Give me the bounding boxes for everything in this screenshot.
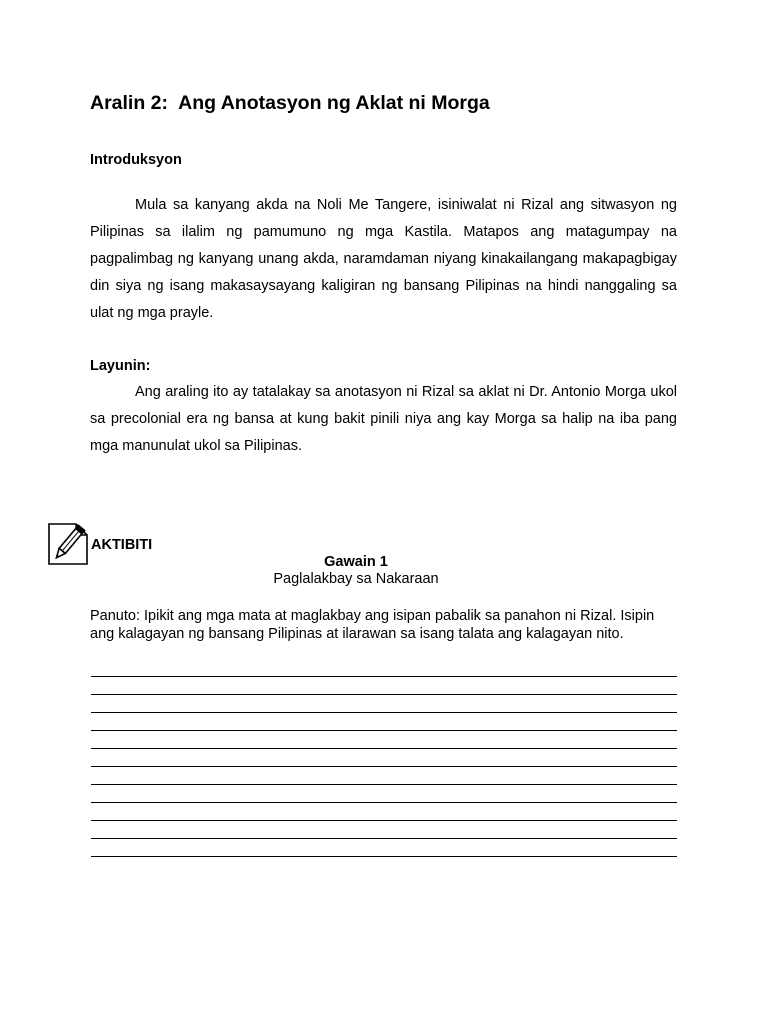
task-title: Gawain 1 — [324, 554, 388, 570]
answer-line[interactable] — [91, 803, 677, 821]
introduction-heading: Introduksyon — [90, 152, 182, 168]
lesson-title: Aralin 2: Ang Anotasyon ng Aklat ni Morga — [90, 92, 490, 114]
answer-line[interactable] — [91, 785, 677, 803]
answer-line[interactable] — [91, 839, 677, 857]
task-instructions: Panuto: Ipikit ang mga mata at maglakbay ang isipan pabalik sa panahon ni Rizal. Isipin ang kalagayan ng bansang Pilipinas at ilarawan sa isang talata ang kalagayan nito. — [90, 608, 655, 642]
answer-line[interactable] — [91, 659, 677, 677]
answer-line[interactable] — [91, 713, 677, 731]
answer-line[interactable] — [91, 731, 677, 749]
answer-line[interactable] — [91, 749, 677, 767]
pencil-paper-icon — [46, 521, 90, 567]
answer-line[interactable] — [91, 767, 677, 785]
objective-heading: Layunin: — [90, 358, 151, 374]
introduction-paragraph: Mula sa kanyang akda na Noli Me Tangere, isiniwalat ni Rizal ang sitwasyon ng Pilipinas sa ilalim ng pamumuno ng mga Kastila. Matapos ang matagumpay na pagpalimbag ng kanyang unang akda, naramdaman niyang kinakailangang makapagbigay din siya ng isang makasaysayang kaligiran ng bansang Pilipinas na hindi nanggaling sa ulat ng mga prayle. — [90, 197, 677, 321]
activity-label: AKTIBITI — [91, 537, 153, 553]
answer-line[interactable] — [91, 677, 677, 695]
answer-lines — [91, 659, 677, 857]
objective-paragraph: Ang araling ito ay tatalakay sa anotasyon ni Rizal sa aklat ni Dr. Antonio Morga ukol sa precolonial era ng bansa at kung bakit pinili niya ang kay Morga sa halip na iba pang mga manunulat ukol sa Pilipinas. — [90, 384, 677, 454]
task-subtitle: Paglalakbay sa Nakaraan — [273, 571, 439, 587]
answer-line[interactable] — [91, 695, 677, 713]
answer-line[interactable] — [91, 821, 677, 839]
